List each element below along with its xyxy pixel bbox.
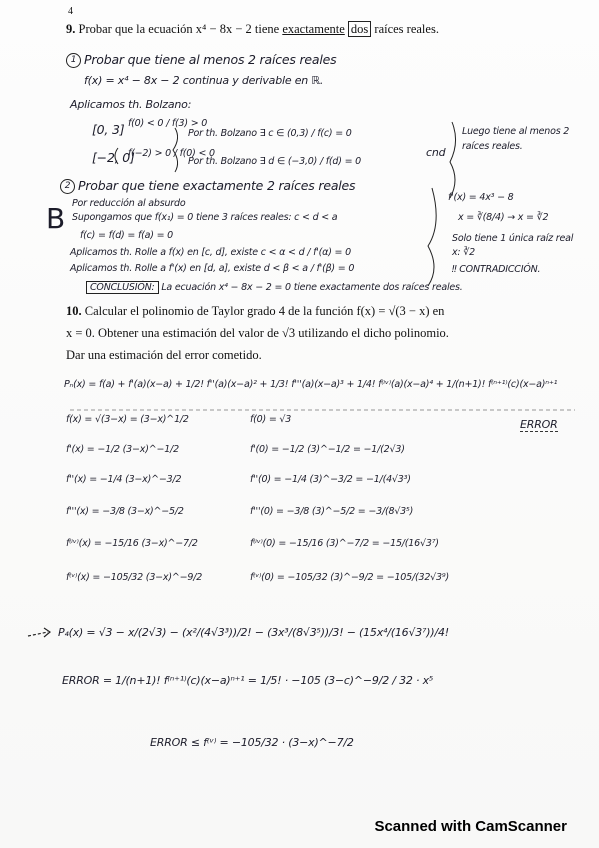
apply-bolzano: Aplicamos th. Bolzano:	[70, 98, 192, 111]
exercise-9-exact: exactamente	[282, 22, 345, 36]
part1-title: Probar que tiene al menos 2 raíces reales	[84, 52, 337, 67]
single-root-note: Solo tiene 1 única raíz real x: ∛2	[452, 233, 574, 258]
interval-1-values: f(0) < 0 / f(3) > 0	[128, 118, 208, 129]
exercise-9-dos: dos	[348, 21, 371, 37]
part2-number: 2	[60, 179, 75, 194]
derivative-5-right: f⁽ᵛ⁾(0) = −105/32 (3)^−9/2 = −105/(32√3⁹)	[250, 572, 449, 583]
error-formula: ERROR = 1/(n+1)! f⁽ⁿ⁺¹⁾(c)(x−a)ⁿ⁺¹ = 1/5! · −105 (3−c)^−9/2 / 32 · x⁵	[62, 674, 434, 687]
suppose-three-roots: Supongamos que f(x₁) = 0 tiene 3 raíces reales: c < d < a	[72, 212, 338, 223]
exercise-9-text: Probar que la ecuación x⁴ − 8x − 2 tiene	[78, 22, 280, 36]
interval-2: [−2, 0]	[92, 150, 135, 165]
root-note: x = ∛(8/4) → x = ∛2	[458, 212, 549, 223]
conclusion-label: CONCLUSIÓN:	[86, 281, 159, 294]
taylor-formula: Pₙ(x) = f(a) + f'(a)(x−a) + 1/2! f''(a)(x−a)² + 1/3! f'''(a)(x−a)³ + 1/4! f⁽ⁱᵛ⁾(a)(x−a)⁴ + 1/(n+1)! f⁽ⁿ⁺¹⁾(c)(x−a)ⁿ⁺¹	[64, 379, 558, 390]
scanner-watermark: Scanned with CamScanner	[374, 818, 567, 835]
margin-letter: B	[46, 202, 66, 235]
interval-1: [0, 3]	[92, 122, 125, 137]
derivative-1-right: f'(0) = −1/2 (3)^−1/2 = −1/(2√3)	[250, 444, 405, 455]
exercise-9-statement	[66, 22, 439, 37]
rolle-step-1: Aplicamos th. Rolle a f(x) en [c, d], existe c < α < d / f'(α) = 0	[70, 247, 351, 258]
part2-title: Probar que tiene exactamente 2 raíces reales	[78, 178, 356, 193]
rolle-step-2: Aplicamos th. Rolle a f'(x) en [d, a], existe d < β < a / f'(β) = 0	[70, 263, 355, 274]
error-bound: ERROR ≤ f⁽ᵛ⁾ = −105/32 · (3−x)^−7/2	[150, 736, 354, 749]
taylor-polynomial-p4: P₄(x) = √3 − x/(2√3) − (x²/(4√3³))/2! − (3x³/(8√3⁵))/3! − (15x⁴/(16√3⁷))/4!	[58, 626, 449, 639]
at-least-two-roots-note: Luego tiene al menos 2 raíces reales.	[462, 126, 570, 152]
exercise-10-line-1	[66, 304, 444, 319]
interval-2-values: f(−2) > 0 / f(0) < 0	[128, 148, 215, 159]
exercise-10-text-1: Calcular el polinomio de Taylor grado 4 de la función f(x) = √(3 − x) en	[84, 304, 445, 318]
f-definition: f(x) = x⁴ − 8x − 2 continua y derivable en ℝ.	[84, 74, 324, 87]
derivative-3-right: f'''(0) = −3/8 (3)^−5/2 = −3/(8√3⁵)	[250, 506, 414, 517]
derivative-0-left: f(x) = √(3−x) = (3−x)^1/2	[66, 414, 189, 425]
derivative-2-left: f''(x) = −1/4 (3−x)^−3/2	[66, 474, 182, 485]
page-number: 4	[68, 6, 73, 17]
contradiction-note: ‼ CONTRADICCIÓN.	[452, 264, 541, 275]
derivative-1-left: f'(x) = −1/2 (3−x)^−1/2	[66, 444, 179, 455]
conclusion-text: La ecuación x⁴ − 8x − 2 = 0 tiene exactamente dos raíces reales.	[161, 282, 463, 293]
exercise-10-number: 10.	[66, 304, 82, 318]
interval-1-conclusion: Por th. Bolzano ∃ c ∈ (0,3) / f(c) = 0	[188, 128, 352, 139]
exercise-9-text-end: raíces reales.	[374, 22, 439, 36]
absurd-note: Por reducción al absurdo	[72, 198, 186, 209]
derivative-3-left: f'''(x) = −3/8 (3−x)^−5/2	[66, 506, 184, 517]
derivative-5-left: f⁽ᵛ⁾(x) = −105/32 (3−x)^−9/2	[66, 572, 203, 583]
f-values-zero: f(c) = f(d) = f(a) = 0	[80, 230, 173, 241]
part1-number: 1	[66, 53, 81, 68]
derivative-2-right: f''(0) = −1/4 (3)^−3/2 = −1/(4√3³)	[250, 474, 411, 485]
exercise-10-line-2: x = 0. Obtener una estimación del valor de √3 utilizando el dicho polinomio.	[66, 326, 449, 340]
exercise-10-line-3: Dar una estimación del error cometido.	[66, 348, 262, 362]
exercise-9-number: 9.	[66, 22, 76, 36]
derivative-0-right: f(0) = √3	[250, 414, 292, 425]
part1-heading	[66, 52, 336, 68]
derivative-note: f'(x) = 4x³ − 8	[448, 192, 514, 203]
part2-heading	[60, 178, 355, 194]
cnd-note: cnd	[426, 146, 446, 159]
derivative-4-right: f⁽ⁱᵛ⁾(0) = −15/16 (3)^−7/2 = −15/(16√3⁷)	[250, 538, 439, 549]
interval-2-conclusion: Por th. Bolzano ∃ d ∈ (−3,0) / f(d) = 0	[188, 156, 362, 167]
conclusion-line	[86, 282, 463, 293]
error-label: ERROR	[520, 418, 558, 431]
derivative-4-left: f⁽ⁱᵛ⁾(x) = −15/16 (3−x)^−7/2	[66, 538, 198, 549]
